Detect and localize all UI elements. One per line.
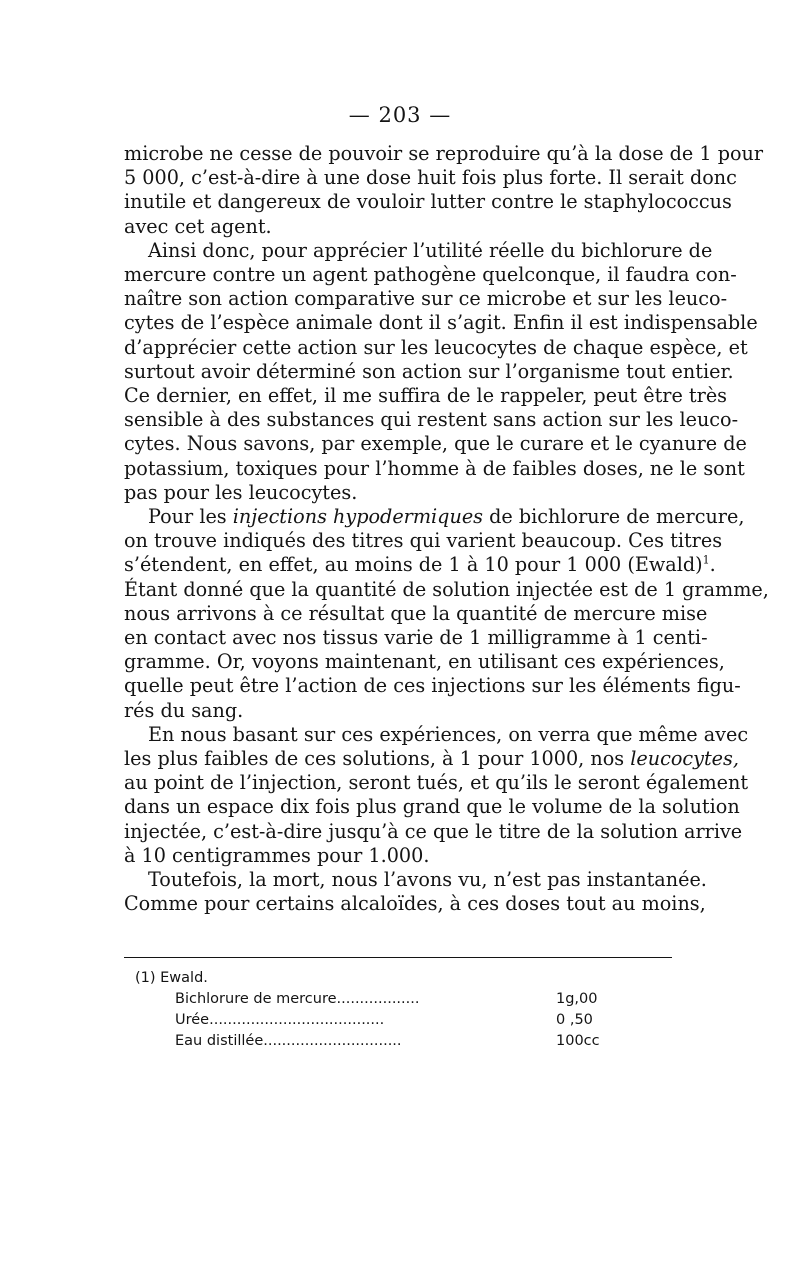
text-line: cytes. Nous savons, par exemple, que le curare et le cyanure de: [124, 432, 747, 456]
paragraph-3: [124, 505, 769, 723]
text-line: Étant donné que la quantité de solution injectée est de 1 gramme,: [124, 577, 769, 601]
text-line: mercure contre un agent pathogène quelconque, il faudra con-: [124, 263, 737, 287]
text-line: injectée, c’est-à-dire jusqu’à ce que le titre de la solution arrive: [124, 819, 743, 843]
page-number: — 203 —: [348, 103, 452, 127]
text-line: En nous basant sur ces expériences, on verra que même avec: [148, 722, 749, 746]
text-line: dans un espace dix fois plus grand que le volume de la solution: [124, 795, 740, 819]
text-line: sensible à des substances qui restent sans action sur les leuco-: [124, 408, 739, 432]
text-line: on trouve indiqués des titres qui varient beaucoup. Ces titres: [124, 529, 723, 553]
text-run: de bichlorure de mercure,: [483, 505, 745, 529]
ingredient-amount: 0 ,50: [556, 1012, 593, 1028]
text-line: gramme. Or, voyons maintenant, en utilisant ces expériences,: [124, 650, 725, 674]
footnote: [135, 968, 636, 1052]
paragraph-1: [124, 142, 764, 239]
text-line: nous arrivons à ce résultat que la quantité de mercure mise: [124, 601, 708, 625]
ingredient-name: Bichlorure de mercure..................: [175, 991, 420, 1007]
footnote-row: [175, 1010, 636, 1031]
body-text: [124, 142, 769, 917]
italic-phrase: injections hypodermiques: [232, 505, 484, 529]
text-run: .: [709, 553, 716, 577]
text-line: rés du sang.: [124, 698, 244, 722]
footnote-ref: 1: [702, 554, 710, 568]
text-line: Toutefois, la mort, nous l’avons vu, n’est pas instantanée.: [148, 868, 707, 892]
text-line: quelle peut être l’action de ces injections sur les éléments figu-: [124, 674, 741, 698]
italic-phrase: leucocytes,: [630, 747, 739, 771]
text-line: Ainsi donc, pour apprécier l’utilité réelle du bichlorure de: [148, 238, 713, 262]
text-line: naître son action comparative sur ce microbe et sur les leuco-: [124, 287, 728, 311]
ingredient-name: Eau distillée..............................: [175, 1033, 402, 1049]
text-line: avec cet agent.: [124, 214, 272, 238]
text-line: potassium, toxiques pour l’homme à de faibles doses, ne le sont: [124, 456, 745, 480]
footnote-divider: [124, 957, 672, 958]
footnote-row: [175, 1031, 636, 1052]
footnote-marker: (1) Ewald.: [135, 970, 208, 986]
text-line: [124, 747, 739, 771]
text-line: inutile et dangereux de vouloir lutter contre le staphylococcus: [124, 190, 732, 214]
paragraph-4: [124, 722, 749, 868]
text-line: Comme pour certains alcaloïdes, à ces doses tout au moins,: [124, 892, 706, 916]
text-line: microbe ne cesse de pouvoir se reproduire qu’à la dose de 1 pour: [124, 142, 764, 165]
text-run: les plus faibles de ces solutions, à 1 pour 1000, nos: [124, 747, 631, 771]
text-line: surtout avoir déterminé son action sur l’organisme tout entier.: [124, 359, 734, 383]
text-line: à 10 centigrammes pour 1.000.: [124, 843, 430, 867]
text-line: Ce dernier, en effet, il me suffira de le rappeler, peut être très: [124, 384, 728, 408]
text-line: [124, 553, 716, 577]
text-line: [148, 505, 745, 529]
text-run: Pour les: [148, 505, 233, 529]
text-line: pas pour les leucocytes.: [124, 480, 358, 504]
footnote-row: [175, 989, 636, 1010]
ingredient-amount: 100cc: [556, 1033, 600, 1049]
ingredient-name: Urée......................................: [175, 1012, 385, 1028]
text-line: au point de l’injection, seront tués, et qu’ils le seront également: [124, 771, 749, 795]
paragraph-2: [124, 238, 758, 505]
text-line: en contact avec nos tissus varie de 1 milligramme à 1 centi-: [124, 626, 708, 650]
text-line: 5 000, c’est-à-dire à une dose huit fois plus forte. Il serait donc: [124, 166, 737, 190]
paragraph-5: [124, 868, 707, 916]
text-line: d’apprécier cette action sur les leucocytes de chaque espèce, et: [124, 335, 748, 359]
text-line: cytes de l’espèce animale dont il s’agit. Enfin il est indispensable: [124, 311, 758, 335]
text-run: s’étendent, en effet, au moins de 1 à 10 pour 1 000 (Ewald): [124, 553, 703, 577]
ingredient-amount: 1g,00: [556, 991, 598, 1007]
